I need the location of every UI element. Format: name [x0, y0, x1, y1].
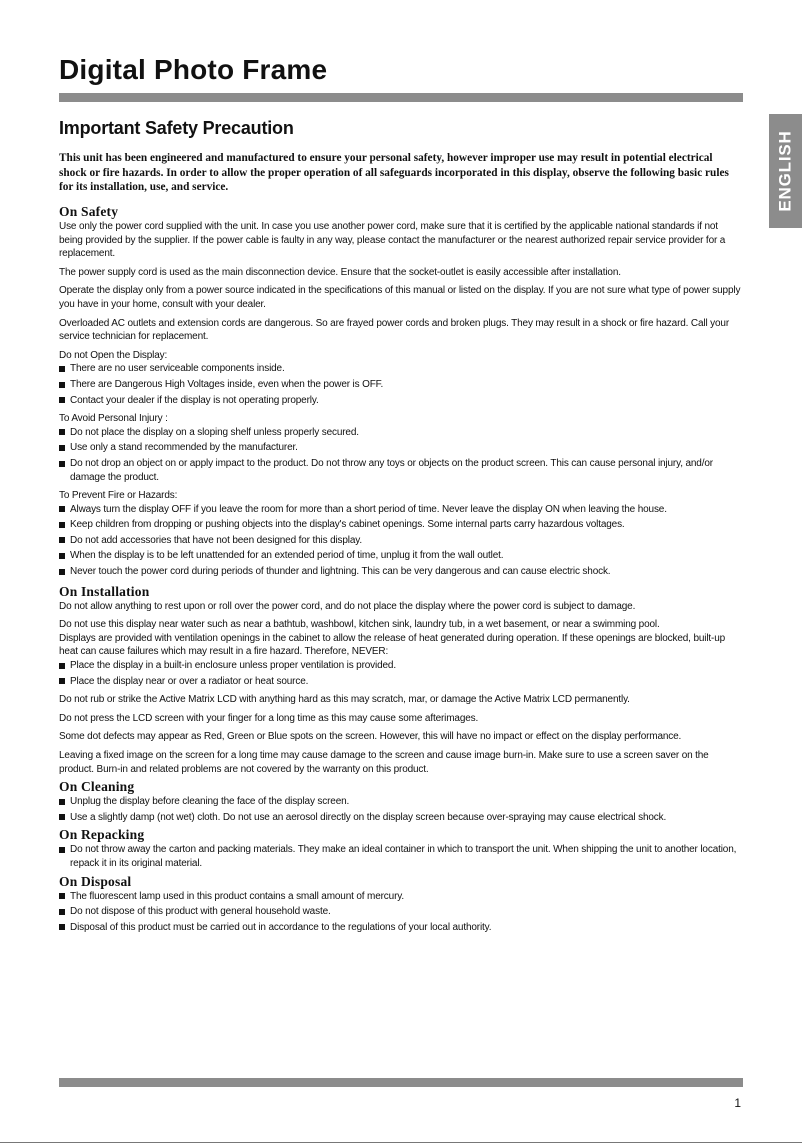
list-item: Keep children from dropping or pushing objects into the display's cabinet openings. Some internal parts carry hazardous voltages.	[59, 518, 741, 532]
paragraph: The power supply cord is used as the main disconnection device. Ensure that the socket-outlet is easily accessible after installation.	[59, 266, 621, 278]
intro-paragraph: This unit has been engineered and manufactured to ensure your personal safety, however improper use may result in potential electrical shock or fire hazards. In order to allow the proper operation of all safeguards incorporated in this display, observe the following basic rules for its installation, use, and service.	[59, 152, 729, 193]
list-item: There are no user serviceable components inside.	[59, 362, 741, 376]
open-display-block	[59, 349, 741, 407]
bullet-list	[59, 426, 741, 484]
page-edge-line	[0, 1142, 802, 1143]
list-item: Always turn the display OFF if you leave the room for more than a short period of time. Never leave the display ON when leaving the house.	[59, 503, 741, 517]
paragraph: Do not allow anything to rest upon or roll over the power cord, and do not place the display where the power cord is subject to damage.	[59, 600, 636, 612]
document-title: Digital Photo Frame	[59, 54, 328, 85]
paragraph: Operate the display only from a power source indicated in the specifications of this manual or listed on the display. If you are not sure what type of power supply you have in your home, consult with your dealer.	[59, 285, 741, 310]
paragraph: Do not rub or strike the Active Matrix LCD with anything hard as this may scratch, mar, or damage the Active Matrix LCD permanently.	[59, 694, 630, 706]
list-item: Place the display in a built-in enclosure unless proper ventilation is provided.	[59, 659, 741, 673]
bullet-list	[59, 890, 741, 935]
list-item: Unplug the display before cleaning the face of the display screen.	[59, 795, 741, 809]
list-item: Never touch the power cord during periods of thunder and lightning. This can be very dangerous and can cause electric shock.	[59, 565, 741, 579]
list-item: Do not dispose of this product with general household waste.	[59, 905, 741, 919]
footer-rule	[59, 1078, 743, 1087]
paragraph: Use only the power cord supplied with the unit. In case you use another power cord, make sure that it is certified by the applicable national standards if not being provided by the supplier. If the power cable is faulty in any way, please contact the manufacturer or the nearest authorized repair service provider for a replacement.	[59, 221, 726, 260]
list-item: Do not place the display on a sloping shelf unless properly secured.	[59, 426, 741, 440]
list-item: When the display is to be left unattended for an extended period of time, unplug it from the wall outlet.	[59, 549, 741, 563]
bullet-list	[59, 843, 741, 870]
disposal-section	[59, 874, 741, 935]
cleaning-heading: On Cleaning	[59, 779, 135, 795]
repacking-section	[59, 827, 741, 870]
list-item: Use a slightly damp (not wet) cloth. Do not use an aerosol directly on the display screen because over-spraying may cause electrical shock.	[59, 811, 741, 825]
injury-block	[59, 412, 741, 484]
document-body	[59, 204, 741, 937]
bullet-list	[59, 795, 741, 824]
list-item: Do not throw away the carton and packing materials. They make an ideal container in which to transport the unit. When shipping the unit to another location, repack it in its original material.	[59, 843, 741, 870]
paragraph: Do not use this display near water such as near a bathtub, washbowl, kitchen sink, laundry tub, in a wet basement, or near a swimming pool.	[59, 619, 660, 631]
list-item: The fluorescent lamp used in this product contains a small amount of mercury.	[59, 890, 741, 904]
paragraph: Some dot defects may appear as Red, Green or Blue spots on the screen. However, this will have no impact or effect on the display performance.	[59, 731, 682, 743]
paragraph: Displays are provided with ventilation openings in the cabinet to allow the release of heat generated during operation. If these openings are blocked, built-up heat can cause failures which may result in a fire hazard. Therefore, NEVER:	[59, 632, 726, 658]
list-item: Use only a stand recommended by the manufacturer.	[59, 441, 741, 455]
installation-section	[59, 584, 741, 777]
list-item: There are Dangerous High Voltages inside, even when the power is OFF.	[59, 378, 741, 392]
safety-heading: On Safety	[59, 204, 119, 219]
safety-section	[59, 204, 741, 579]
bullet-list	[59, 362, 741, 407]
list-lead: Do not Open the Display:	[59, 349, 168, 361]
page-number: 1	[734, 1096, 741, 1110]
header-rule	[59, 93, 743, 102]
bullet-list	[59, 659, 741, 688]
list-lead: To Avoid Personal Injury :	[59, 413, 168, 425]
language-tab-label: ENGLISH	[775, 130, 795, 212]
list-item: Contact your dealer if the display is not operating properly.	[59, 394, 741, 408]
installation-heading: On Installation	[59, 583, 150, 599]
fire-block	[59, 489, 741, 579]
language-tab	[769, 114, 802, 228]
cleaning-section	[59, 779, 741, 824]
list-lead: To Prevent Fire or Hazards:	[59, 490, 178, 502]
section-title: Important Safety Precaution	[59, 118, 294, 138]
list-item: Disposal of this product must be carried out in accordance to the regulations of your local authority.	[59, 921, 741, 935]
list-item: Place the display near or over a radiator or heat source.	[59, 675, 741, 689]
list-item: Do not drop an object on or apply impact to the product. Do not throw any toys or objects on the product screen. This can cause personal injury, and/or damage the product.	[59, 457, 741, 484]
paragraph: Leaving a fixed image on the screen for a long time may cause damage to the screen and cause image burn-in. Make sure to use a screen saver on the product. Burn-in and related problems are not covered by the warranty on this product.	[59, 750, 709, 775]
paragraph: Overloaded AC outlets and extension cords are dangerous. So are frayed power cords and broken plugs. They may result in a shock or fire hazard. Call your service technician for replacement.	[59, 317, 730, 343]
list-item: Do not add accessories that have not been designed for this display.	[59, 534, 741, 548]
disposal-heading: On Disposal	[59, 873, 132, 889]
bullet-list	[59, 503, 741, 579]
paragraph: Do not press the LCD screen with your finger for a long time as this may cause some afterimages.	[59, 712, 479, 724]
repacking-heading: On Repacking	[59, 827, 145, 843]
